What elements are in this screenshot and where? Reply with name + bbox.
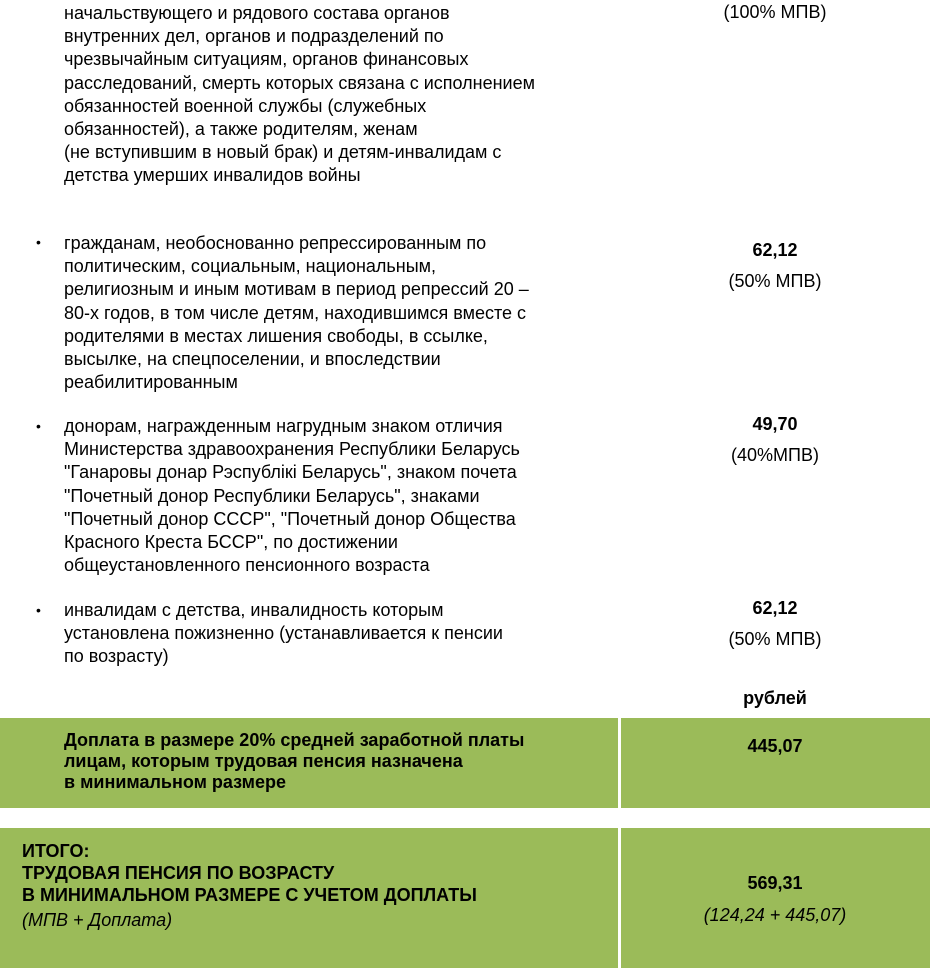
list-item-value: 62,12 [752, 240, 798, 260]
bullet-icon: • [36, 602, 41, 618]
total-note: (МПВ + Доплата) [22, 910, 173, 930]
list-item-text: гражданам, необоснованно репрессированным по политическим, социальным, национальным, религиозным и иным мотивам в период репрессий 20 – 80-х годов, в том числе детям, находившимся вместе с родителями в местах лишения свободы, в ссылке, высылке, на спецпоселении, и впоследствии реабилитированным [64, 233, 529, 393]
list-item-amount [620, 240, 930, 292]
supplement-band [0, 718, 930, 808]
bullet-icon: • [36, 418, 41, 434]
total-value: 569,31 [747, 873, 803, 893]
list-item-text: начальствующего и рядового состава органов внутренних дел, органов и подразделений по чрезвычайным ситуациям, органов финансовых расследований, смерть которых связана с исполнением обязанностей военной службы (служебных обязанностей), а также родителям, женам (не вступившим в новый брак) и детям-инвалидам с детства умерших инвалидов войны [64, 3, 535, 186]
total-formula: (124,24 + 445,07) [703, 905, 847, 925]
list-item-text: донорам, награжденным нагрудным знаком отличия Министерства здравоохранения Республики Беларусь "Ганаровы донар Рэспублікі Беларусь", знаком почета "Почетный донор Республики Беларусь", знаками "Почетный донор СССР", "Почетный донор Общества Красного Креста БССР", по достижении общеустановленного пенсионного возраста [64, 416, 520, 576]
list-item-percent: (40%МПВ) [731, 445, 819, 465]
list-item-value: 62,12 [752, 598, 798, 618]
supplement-value: 445,07 [747, 736, 803, 756]
unit-label: рублей [743, 688, 807, 708]
list-item-percent: (50% МПВ) [728, 271, 822, 291]
total-band [0, 828, 930, 968]
list-item-amount [620, 2, 930, 23]
list-item-percent: (50% МПВ) [728, 629, 822, 649]
total-title: ИТОГО: ТРУДОВАЯ ПЕНСИЯ ПО ВОЗРАСТУ В МИНИМАЛЬНОМ РАЗМЕРЕ С УЧЕТОМ ДОПЛАТЫ [22, 841, 477, 905]
band-divider [618, 718, 621, 808]
list-item-percent: (100% МПВ) [723, 2, 827, 22]
bullet-icon: • [36, 234, 41, 250]
list-item-text: инвалидам с детства, инвалидность которым установлена пожизненно (устанавливается к пенсии по возрасту) [64, 600, 503, 667]
list-item-amount [620, 598, 930, 650]
list-item-amount [620, 414, 930, 466]
list-item-value: 49,70 [752, 414, 798, 434]
band-divider [618, 828, 621, 968]
supplement-text: Доплата в размере 20% средней заработной платы лицам, которым трудовая пенсия назначена в минимальном размере [64, 730, 525, 792]
